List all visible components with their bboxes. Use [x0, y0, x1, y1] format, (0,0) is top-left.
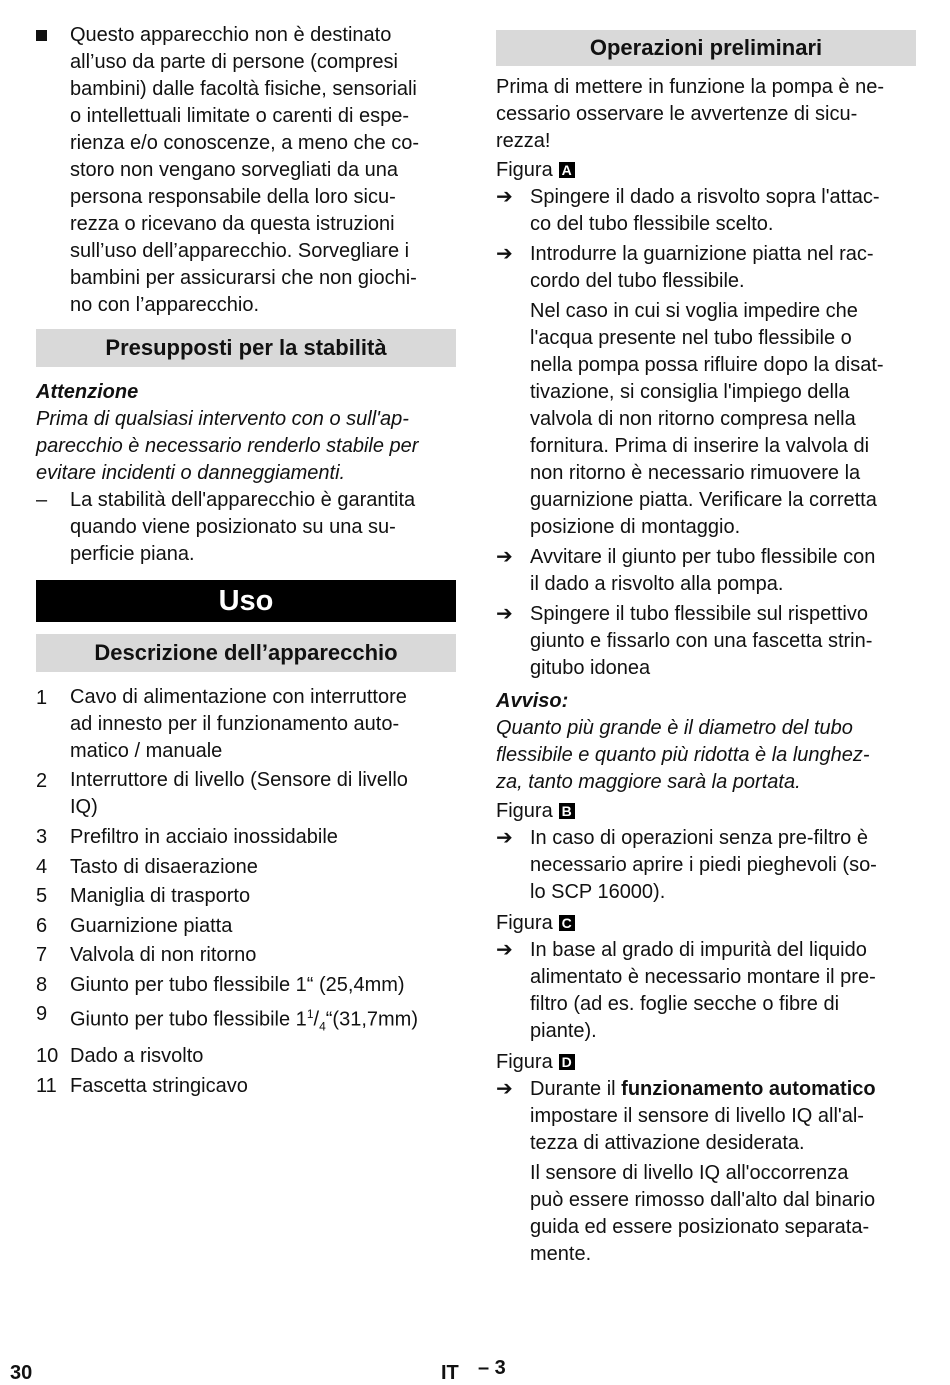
item-number: 9: [36, 1003, 48, 1025]
dash-marker: –: [36, 489, 48, 511]
text-line: filtro (ad es. foglie secche o fibre di: [530, 993, 840, 1015]
intro-bullet: [36, 22, 456, 319]
figure-d-icon: D: [559, 1054, 575, 1070]
arrow-icon: ➔: [496, 546, 513, 568]
list-item: [36, 684, 456, 765]
text-line: Introdurre la guarnizione piatta nel rac-: [530, 243, 874, 265]
list-item: [36, 971, 456, 1001]
figure-d-label: [496, 1049, 916, 1076]
page-number: 30: [10, 1362, 33, 1384]
text-line: rezza o ricevano da questa istruzioni: [70, 213, 395, 235]
text-line: In base al grado di impurità del liquido: [530, 939, 867, 961]
parts-list: [36, 684, 456, 1101]
figure-word: Figura: [496, 912, 553, 934]
text-line: flessibile e quanto più ridotta è la lunghez-: [496, 744, 870, 766]
text-line: o intellettuali limitate o carenti di espe-: [70, 105, 410, 127]
list-item: [36, 882, 456, 912]
figure-word: Figura: [496, 159, 553, 181]
arrow-icon: ➔: [496, 1078, 513, 1100]
text-line: impostare il sensore di livello IQ all'al-: [530, 1105, 864, 1127]
text-line: fornitura. Prima di inserire la valvola di: [530, 435, 870, 457]
stability-dash-item: [36, 487, 456, 568]
step-item: [496, 1076, 916, 1268]
text-line: il dado a risvolto alla pompa.: [530, 573, 784, 595]
text-line: giunto e fissarlo con una fascetta strin-: [530, 630, 873, 652]
item-text: Giunto per tubo flessibile 1“ (25,4mm): [70, 973, 405, 996]
notice-label: Avviso:: [496, 690, 569, 712]
item-text: Maniglia di trasporto: [70, 885, 251, 907]
arrow-icon: ➔: [496, 827, 513, 849]
list-item: [36, 1000, 456, 1042]
text-line: rezza!: [496, 130, 551, 152]
text-line: In caso di operazioni senza pre-filtro è: [530, 827, 868, 849]
square-bullet-icon: [36, 30, 47, 41]
text-line: guida ed essere posizionato separata-: [530, 1216, 870, 1238]
item-text-part: Giunto per tubo flessibile 1: [70, 1008, 307, 1031]
figure-a-label: [496, 157, 916, 184]
text-line: bambini per assicurarsi che non giochi-: [70, 267, 417, 289]
figure-c-label: [496, 910, 916, 937]
text-line: [530, 1076, 916, 1103]
text-line: La stabilità dell'apparecchio è garantita: [70, 489, 416, 511]
attention-label: Attenzione: [36, 381, 139, 403]
item-text: ad innesto per il funzionamento auto-: [70, 713, 400, 735]
sensor-note: [530, 1160, 916, 1268]
text-line: perficie piana.: [70, 543, 195, 565]
attention-text: [36, 406, 456, 487]
text-line: Quanto più grande è il diametro del tubo: [496, 717, 853, 739]
text-line: rienza e/o conoscenze, a meno che co-: [70, 132, 420, 154]
step-item: [496, 825, 916, 906]
text-line: Il sensore di livello IQ all'occorrenza: [530, 1162, 849, 1184]
arrow-icon: ➔: [496, 939, 513, 961]
list-item: [36, 767, 456, 821]
figure-c-icon: C: [559, 915, 575, 931]
text-line: lo SCP 16000).: [530, 881, 666, 903]
step-item: [496, 184, 916, 238]
text-line: no con l’apparecchio.: [70, 294, 260, 316]
text-line: parecchio è necessario renderlo stabile per: [36, 435, 419, 457]
text-line: posizione di montaggio.: [530, 516, 741, 538]
item-number: 7: [36, 944, 48, 966]
fraction-denominator: 4: [319, 1019, 326, 1034]
text-line: alimentato è necessario montare il pre-: [530, 966, 876, 988]
text-line: necessario aprire i piedi pieghevoli (so-: [530, 854, 877, 876]
text-line: Questo apparecchio non è destinato: [70, 24, 392, 46]
item-text-part: “(31,7mm): [325, 1008, 418, 1031]
text-line: quando viene posizionato su una su-: [70, 516, 396, 538]
text-line: tivazione, si consiglia l'impiego della: [530, 381, 850, 403]
stability-heading: Presupposti per la stabilità: [36, 329, 456, 367]
list-item: [36, 1072, 456, 1102]
item-text: Valvola di non ritorno: [70, 944, 257, 966]
text-line: guarnizione piatta. Verificare la corretta: [530, 489, 877, 511]
text-line: Avvitare il giunto per tubo flessibile con: [530, 546, 876, 568]
valve-note: [530, 298, 916, 541]
text-line: cordo del tubo flessibile.: [530, 270, 745, 292]
item-text: Dado a risvolto: [70, 1045, 204, 1068]
figure-b-icon: B: [559, 803, 575, 819]
item-text: Tasto di disaerazione: [70, 855, 258, 878]
item-number: 1: [36, 687, 48, 709]
text-line: all’uso da parte di persone (compresi: [70, 51, 398, 73]
list-item: [36, 941, 456, 971]
item-number: 8: [36, 973, 48, 996]
text-line: sull’uso dell’apparecchio. Sorvegliare i: [70, 240, 410, 262]
arrow-icon: ➔: [496, 186, 513, 208]
figure-word: Figura: [496, 800, 553, 822]
step-item: [496, 601, 916, 682]
item-number: 11: [36, 1074, 57, 1097]
right-column: [496, 30, 916, 1268]
text-line: Prima di mettere in funzione la pompa è ne-: [496, 76, 884, 98]
text-line: cessario osservare le avvertenze di sicu-: [496, 103, 858, 125]
fraction-numerator: 1: [306, 1007, 314, 1021]
text-line: tezza di attivazione desiderata.: [530, 1132, 805, 1154]
item-text: IQ): [70, 796, 98, 818]
list-item: [36, 853, 456, 883]
text-line: co del tubo flessibile scelto.: [530, 213, 774, 235]
text-line: Nel caso in cui si voglia impedire che: [530, 300, 858, 322]
item-text: [70, 1000, 418, 1042]
step-item: [496, 241, 916, 541]
preliminary-intro: [496, 74, 916, 155]
description-heading: Descrizione dell’apparecchio: [36, 634, 456, 672]
item-text: Cavo di alimentazione con interruttore: [70, 686, 407, 708]
left-column: [36, 22, 456, 1101]
item-number: 6: [36, 914, 48, 937]
text-line: nella pompa possa rifluire dopo la disat-: [530, 354, 884, 376]
text-line: Prima di qualsiasi intervento con o sull'ap-: [36, 408, 409, 430]
item-number: 5: [36, 885, 48, 907]
list-item: [36, 823, 456, 853]
figure-b-label: [496, 798, 916, 825]
text-line: gitubo idonea: [530, 657, 651, 679]
item-text: Guarnizione piatta: [70, 914, 233, 937]
text-line: za, tanto maggiore sarà la portata.: [496, 771, 801, 793]
step-item: [496, 937, 916, 1045]
section-page: – 3: [478, 1357, 506, 1379]
text-line: valvola di non ritorno compresa nella: [530, 408, 856, 430]
item-number: 3: [36, 826, 48, 848]
text-line: evitare incidenti o danneggiamenti.: [36, 462, 346, 484]
text-line: persona responsabile della loro sicu-: [70, 186, 396, 208]
text-line: Spingere il dado a risvolto sopra l'attac-: [530, 186, 880, 208]
item-text: Fascetta stringicavo: [70, 1074, 248, 1097]
text-line: mente.: [530, 1243, 592, 1265]
text-line: non ritorno è necessario rimuovere la: [530, 462, 861, 484]
text-line: storo non vengano sorvegliati da una: [70, 159, 399, 181]
notice-text: [496, 715, 916, 796]
item-text: matico / manuale: [70, 740, 223, 762]
text-line: bambini) dalle facoltà fisiche, sensoriali: [70, 78, 417, 100]
text-line: può essere rimosso dall'alto dal binario: [530, 1189, 876, 1211]
intro-text: [70, 22, 456, 319]
item-text: Interruttore di livello (Sensore di livello: [70, 769, 408, 791]
figure-word: Figura: [496, 1051, 553, 1073]
item-number: 2: [36, 770, 48, 792]
arrow-icon: ➔: [496, 243, 513, 265]
item-text: Prefiltro in acciaio inossidabile: [70, 826, 338, 848]
text-line: piante).: [530, 1020, 597, 1042]
uso-heading: Uso: [36, 580, 456, 622]
list-item: [36, 912, 456, 942]
step-text-part: Durante il: [530, 1078, 622, 1100]
text-line: Spingere il tubo flessibile sul rispettivo: [530, 603, 868, 625]
fraction-slash: /: [313, 1008, 320, 1031]
item-number: 10: [36, 1045, 59, 1068]
item-number: 4: [36, 855, 48, 878]
step-item: [496, 544, 916, 598]
list-item: [36, 1042, 456, 1072]
figure-a-icon: A: [559, 162, 575, 178]
arrow-icon: ➔: [496, 603, 513, 625]
language-code: IT: [441, 1362, 459, 1384]
text-line: l'acqua presente nel tubo flessibile o: [530, 327, 852, 349]
automatic-mode-emphasis: funzionamento automatico: [621, 1078, 876, 1100]
preliminary-heading: Operazioni preliminari: [496, 30, 916, 66]
